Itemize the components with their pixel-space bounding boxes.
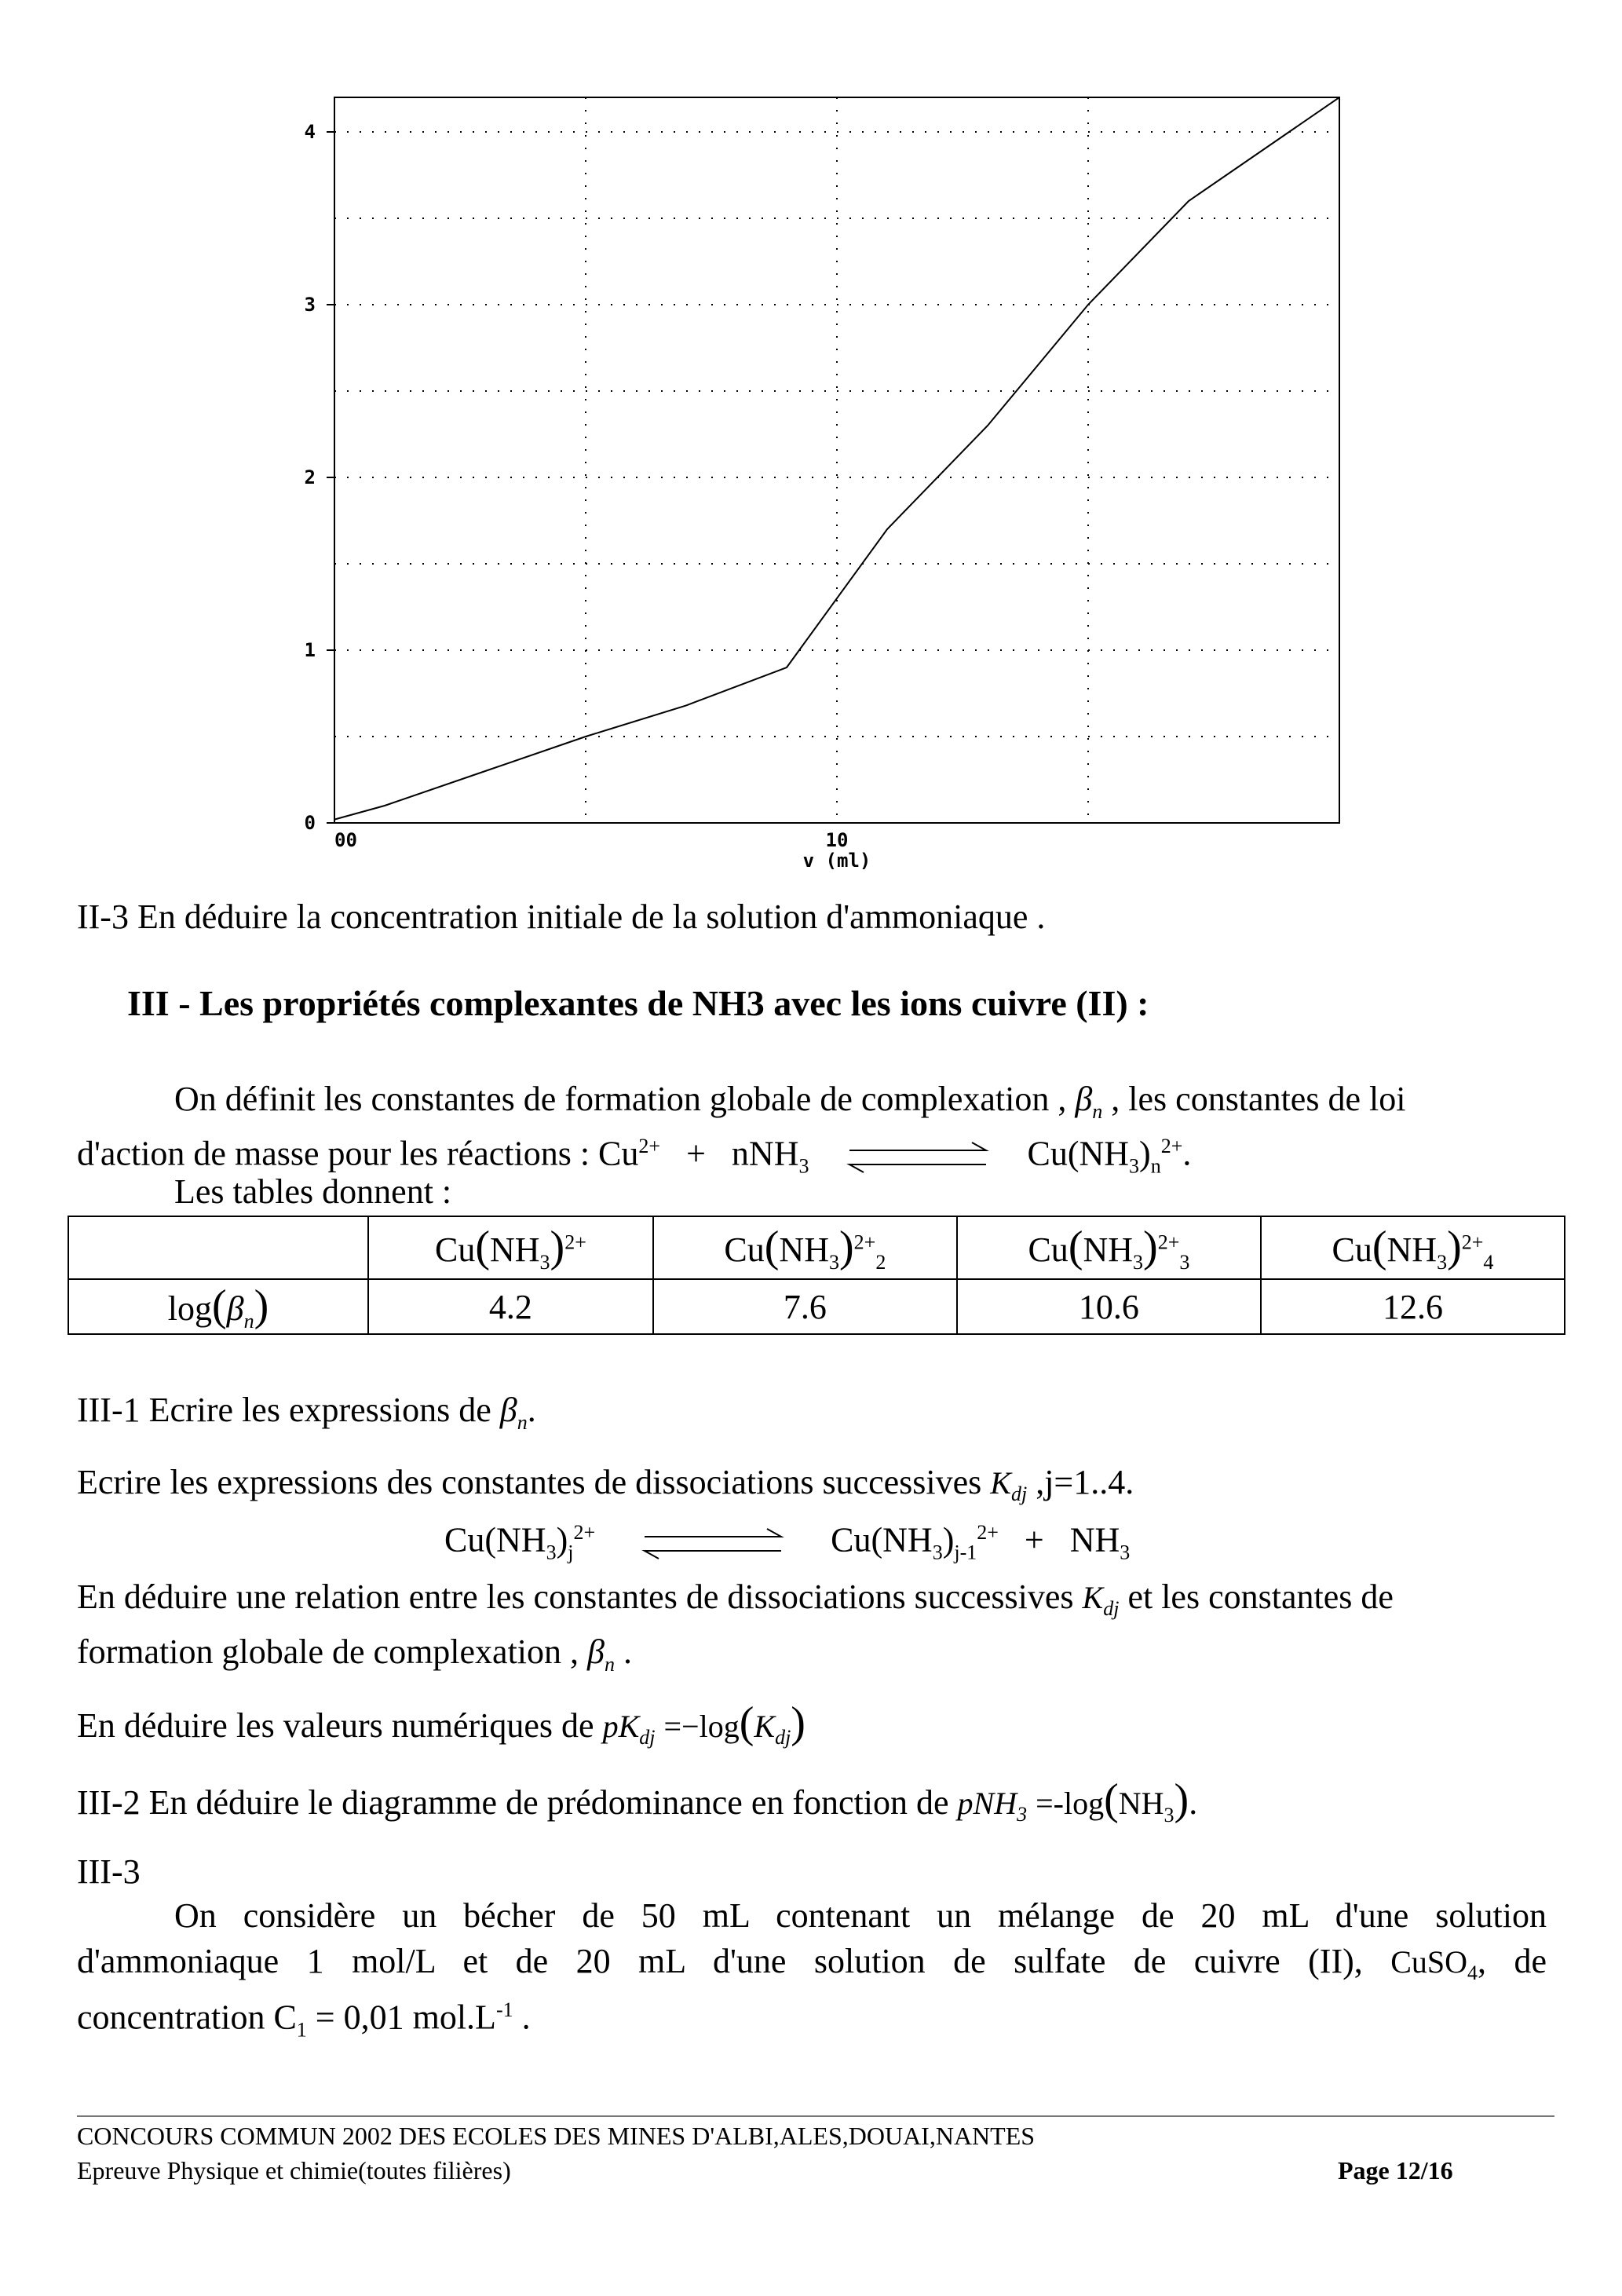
table-header: $Cu(NH_3)^{2+}_4$: [1261, 1216, 1565, 1279]
question-ii-3: II-3 En déduire la concentration initiale de la solution d'ammoniaque .: [77, 898, 1046, 936]
footer-line1: CONCOURS COMMUN 2002 DES ECOLES DES MINES D'ALBI,ALES,DOUAI,NANTES: [77, 2122, 1036, 2150]
y-tick-label: 3: [304, 294, 316, 316]
titration-chart: [283, 86, 1366, 887]
charge: 2+: [638, 1135, 661, 1157]
text: d'action de masse pour les réactions : Cu: [77, 1134, 639, 1173]
x-tick-label: 10: [825, 829, 849, 851]
table-cell: 7.6: [653, 1279, 957, 1334]
footer-divider: [77, 2115, 1554, 2117]
question-iii-2: III-2 En déduire le diagramme de prédominance en fonction de $pNH_3 =-\log(NH_3)$.: [77, 1775, 1198, 1826]
equilibrium-arrows-icon: [843, 1138, 992, 1177]
q3-line3: concentration $C_1 = 0,01$ $mol.L^{-1}$ .: [77, 1998, 531, 2042]
text: On définit les constantes de formation globale de complexation ,: [174, 1080, 1067, 1118]
question-iii-3-title: III-3: [77, 1852, 141, 1891]
table-cell: 10.6: [957, 1279, 1261, 1334]
reactant: nNH: [731, 1134, 799, 1173]
table-header: $Cu(NH_3)^{2+}$: [368, 1216, 653, 1279]
text: , les constantes de loi: [1111, 1080, 1406, 1118]
question-iii-1b: Ecrire les expressions des constantes de dissociations successives $K_{dj}$ ,j=1..4.: [77, 1463, 1134, 1505]
paragraph-line: d'action de masse pour les réactions : $Cu^{2+}$ + nNH$_3$ $Cu(NH_3)_n^{2+}$.: [77, 1134, 1192, 1178]
beta-symbol: $\beta_n$: [1075, 1080, 1103, 1123]
series-line: [334, 97, 1339, 820]
table-row-label: $\log(\beta_n)$: [68, 1279, 368, 1334]
x-axis-label: v (ml): [802, 850, 871, 872]
y-tick-label: 1: [304, 639, 316, 661]
y-tick-label: 4: [304, 121, 316, 143]
product: Cu(NH: [1027, 1134, 1130, 1173]
table-header: $Cu(NH_3)^{2+}_2$: [653, 1216, 957, 1279]
question-iii-1: III-1 Ecrire les expressions de $\beta_n$.: [77, 1391, 536, 1434]
table-corner: [68, 1216, 368, 1279]
question-relation: En déduire une relation entre les constantes de dissociations successives $K_{dj}$ et les constantes de: [77, 1578, 1394, 1620]
y-tick-label: 2: [304, 466, 316, 488]
table-header: $Cu(NH_3)^{2+}_3$: [957, 1216, 1261, 1279]
q3-line2: d'ammoniaque 1 mol/L et de 20 mL d'une solution de sulfate de cuivre (II), CuSO$_4$, de: [77, 1942, 1547, 1984]
table-cell: 4.2: [368, 1279, 653, 1334]
question-pk: En déduire les valeurs numériques de $pK_{dj} =-\log(K_{dj})$: [77, 1698, 806, 1749]
footer-line2: Epreuve Physique et chimie(toutes filières): [77, 2156, 511, 2184]
y-tick-label: 0: [304, 812, 316, 834]
section-title: III - Les propriétés complexantes de NH3 avec les ions cuivre (II) :: [127, 983, 1149, 1023]
tables-intro: Les tables donnent :: [174, 1172, 452, 1211]
table-cell: 12.6: [1261, 1279, 1565, 1334]
q3-line1: On considère un bécher de 50 mL contenant un mélange de 20 mL d'une solution: [174, 1896, 1547, 1935]
plus: +: [686, 1134, 706, 1173]
x-tick-label: 00: [334, 829, 357, 851]
page-number: Page 12/16: [1338, 2156, 1453, 2184]
question-relation-2: formation globale de complexation , $\beta_n$ .: [77, 1632, 632, 1676]
equilibrium-arrows-icon: [638, 1524, 787, 1563]
constants-table: [68, 1216, 1565, 1335]
dissociation-equation: $Cu(NH_3)_j^{2+}$ $Cu(NH_3)_{j-1}^{2+}$ + $NH_3$: [444, 1520, 1131, 1564]
